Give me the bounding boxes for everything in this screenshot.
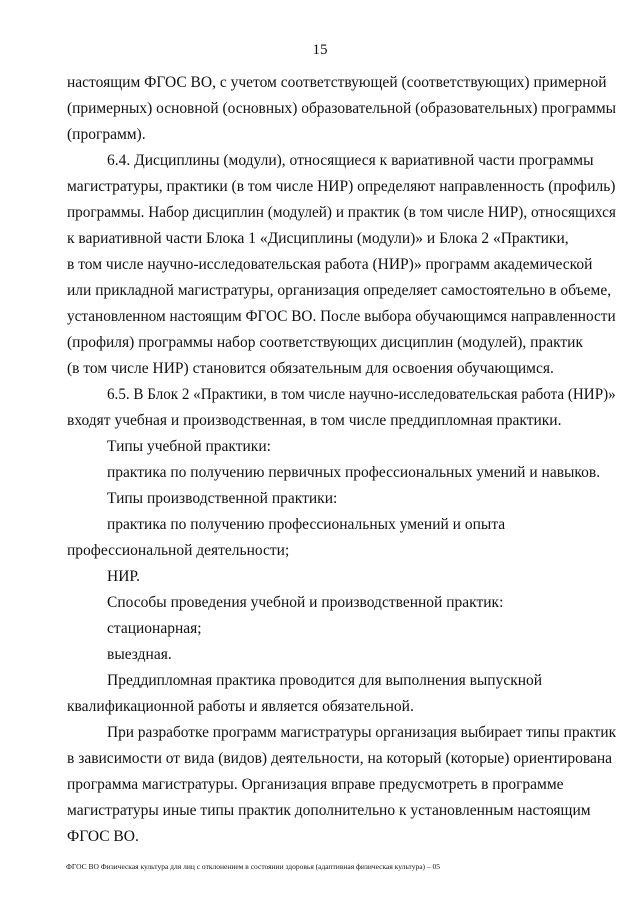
text-line: НИР. xyxy=(107,568,140,585)
text-line: стационарная; xyxy=(107,620,202,637)
text-line: практика по получению первичных профессиональных умений и навыков. xyxy=(107,464,601,481)
text-line: (программ). xyxy=(67,126,146,143)
page-number: 15 xyxy=(312,42,328,58)
text-line: Преддипломная практика проводится для выполнения выпускной xyxy=(107,672,543,689)
text-line: ФГОС ВО. xyxy=(67,828,139,845)
text-line: в зависимости от вида (видов) деятельности, на который (которые) ориентирована xyxy=(67,750,612,767)
text-line: Типы производственной практики: xyxy=(107,490,338,507)
text-line: выездная. xyxy=(107,646,172,663)
text-line: (примерных) основной (основных) образовательной (образовательных) программы xyxy=(67,100,616,117)
text-line: в том числе научно-исследовательская работа (НИР)» программ академической xyxy=(67,256,593,273)
text-line: При разработке программ магистратуры организация выбирает типы практик xyxy=(107,724,617,741)
text-line: настоящим ФГОС ВО, с учетом соответствующей (соответствующих) примерной xyxy=(67,74,607,91)
text-line: (в том числе НИР) становится обязательным для освоения обучающимся. xyxy=(67,360,554,377)
text-line: магистратуры, практики (в том числе НИР) определяют направленность (профиль) xyxy=(67,178,616,195)
text-line: 6.4. Дисциплины (модули), относящиеся к вариативной части программы xyxy=(107,152,594,169)
text-line: программа магистратуры. Организация вправе предусмотреть в программе xyxy=(67,776,564,793)
text-line: практика по получению профессиональных умений и опыта xyxy=(107,516,506,533)
text-line: или прикладной магистратуры, организация определяет самостоятельно в объеме, xyxy=(67,282,612,299)
text-line: квалификационной работы и является обязательной. xyxy=(67,698,414,715)
document-footer: ФГОС ВО Физическая культура для лиц с отклонением в состоянии здоровья (адаптивная физическая культура) – 05 xyxy=(66,862,441,871)
text-line: установленном настоящим ФГОС ВО. После выбора обучающимся направленности xyxy=(67,308,616,325)
text-line: магистратуры иные типы практик дополнительно к установленным настоящим xyxy=(67,802,591,819)
text-line: 6.5. В Блок 2 «Практики, в том числе научно-исследовательская работа (НИР)» xyxy=(107,386,616,403)
text-line: профессиональной деятельности; xyxy=(67,542,290,559)
text-line: Типы учебной практики: xyxy=(107,438,271,455)
text-line: к вариативной части Блока 1 «Дисциплины (модули)» и Блока 2 «Практики, xyxy=(67,230,569,247)
text-line: (профиля) программы набор соответствующих дисциплин (модулей), практик xyxy=(67,334,584,351)
text-line: входят учебная и производственная, в том числе преддипломная практики. xyxy=(67,412,562,429)
text-line: программы. Набор дисциплин (модулей) и практик (в том числе НИР), относящихся xyxy=(67,204,616,221)
text-line: Способы проведения учебной и производственной практик: xyxy=(107,594,504,611)
